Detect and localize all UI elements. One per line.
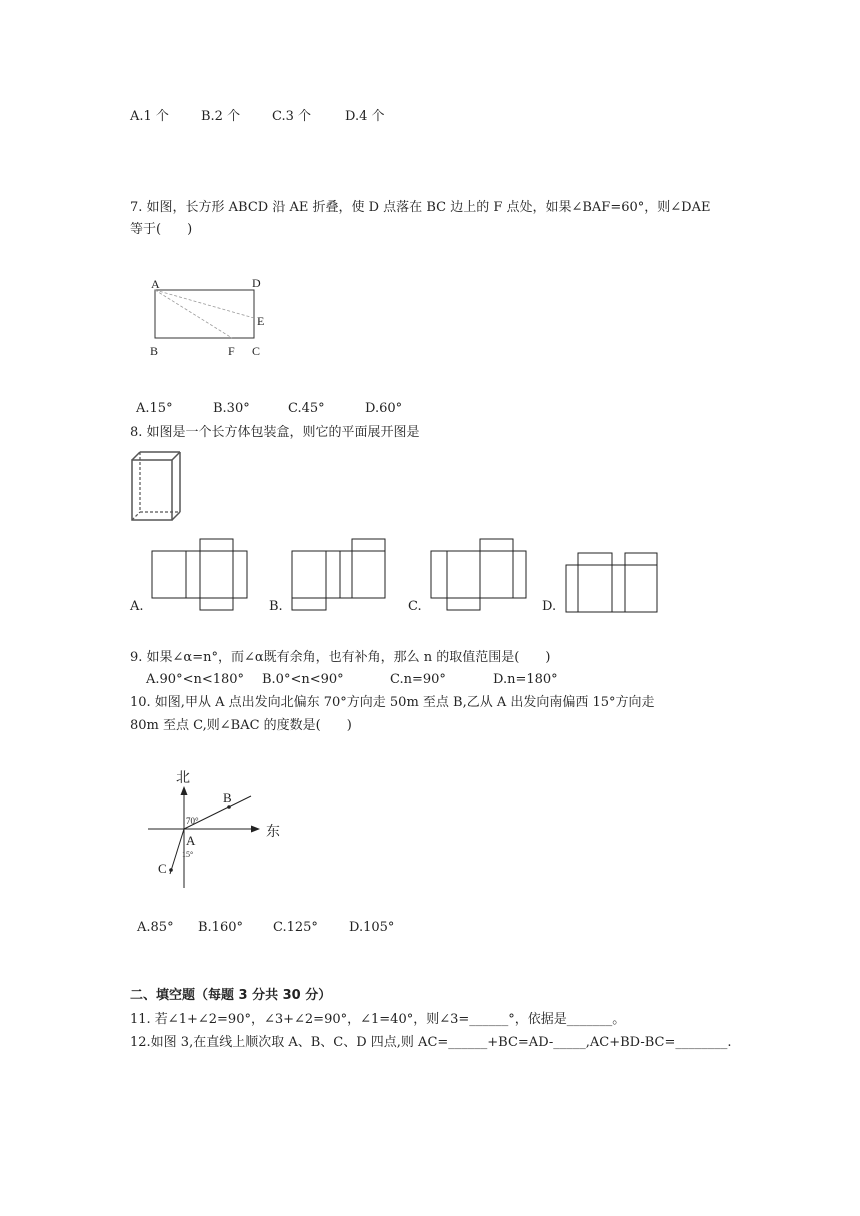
q10-option-a: A.85° — [137, 920, 174, 935]
label-a: A — [151, 277, 160, 291]
q6-option-d: D.4 个 — [345, 109, 385, 124]
section2-heading: 二、填空题（每题 3 分共 30 分） — [130, 988, 332, 1003]
q6-option-a: A.1 个 — [130, 109, 169, 124]
q6-option-b: B.2 个 — [201, 109, 241, 124]
q7-text-line1: 7. 如图，长方形 ABCD 沿 AE 折叠，使 D 点落在 BC 边上的 F 点处，如果∠BAF=60°，则∠DAE — [130, 200, 711, 215]
label-b: B — [150, 344, 159, 358]
q10-text-line2: 80m 至点 C,则∠BAC 的度数是( ) — [130, 718, 352, 733]
label-e: E — [257, 314, 265, 328]
q9-option-a: A.90°<n<180° — [146, 672, 245, 687]
q12-text: 12.如图 3,在直线上顺次取 A、B、C、D 四点,则 AC=______+BC=AD-_____,AC+BD-BC=________. — [130, 1035, 732, 1050]
q10-option-b: B.160° — [198, 920, 243, 935]
angle-15: 15° — [182, 850, 194, 859]
label-b: B — [223, 790, 232, 805]
q7-option-b: B.30° — [213, 401, 250, 416]
q7-option-d: D.60° — [365, 401, 403, 416]
q9-option-d: D.n=180° — [493, 672, 558, 687]
angle-70: 70° — [186, 816, 199, 826]
label-f: F — [228, 344, 235, 358]
label-north: 北 — [176, 771, 190, 786]
q8-option-b-label: B. — [269, 599, 283, 614]
label-a: A — [186, 833, 196, 848]
q9-text: 9. 如果∠α=n°，而∠α既有余角，也有补角，那么 n 的取值范围是( ) — [130, 650, 551, 665]
label-east: 东 — [266, 825, 280, 840]
label-d: D — [252, 276, 261, 290]
q6-option-c: C.3 个 — [272, 109, 312, 124]
q7-text-line2: 等于( ) — [130, 222, 193, 237]
q11-text: 11. 若∠1+∠2=90°，∠3+∠2=90°，∠1=40°，则∠3=______°，依据是_______。 — [130, 1012, 626, 1027]
q8-option-a-label: A. — [130, 599, 144, 614]
q9-option-c: C.n=90° — [390, 672, 446, 687]
q7-option-c: C.45° — [288, 401, 325, 416]
q10-option-c: C.125° — [273, 920, 318, 935]
label-c: C — [252, 344, 261, 358]
q8-option-d-label: D. — [542, 599, 557, 614]
q10-text-line1: 10. 如图,甲从 A 点出发向北偏东 70°方向走 50m 至点 B,乙从 A 出发向南偏西 15°方向走 — [130, 695, 655, 710]
q8-option-c-label: C. — [408, 599, 422, 614]
q8-text: 8. 如图是一个长方体包装盒，则它的平面展开图是 — [130, 425, 420, 440]
q10-option-d: D.105° — [349, 920, 395, 935]
q9-option-b: B.0°<n<90° — [262, 672, 344, 687]
label-c: C — [158, 861, 167, 876]
q7-option-a: A.15° — [136, 401, 173, 416]
